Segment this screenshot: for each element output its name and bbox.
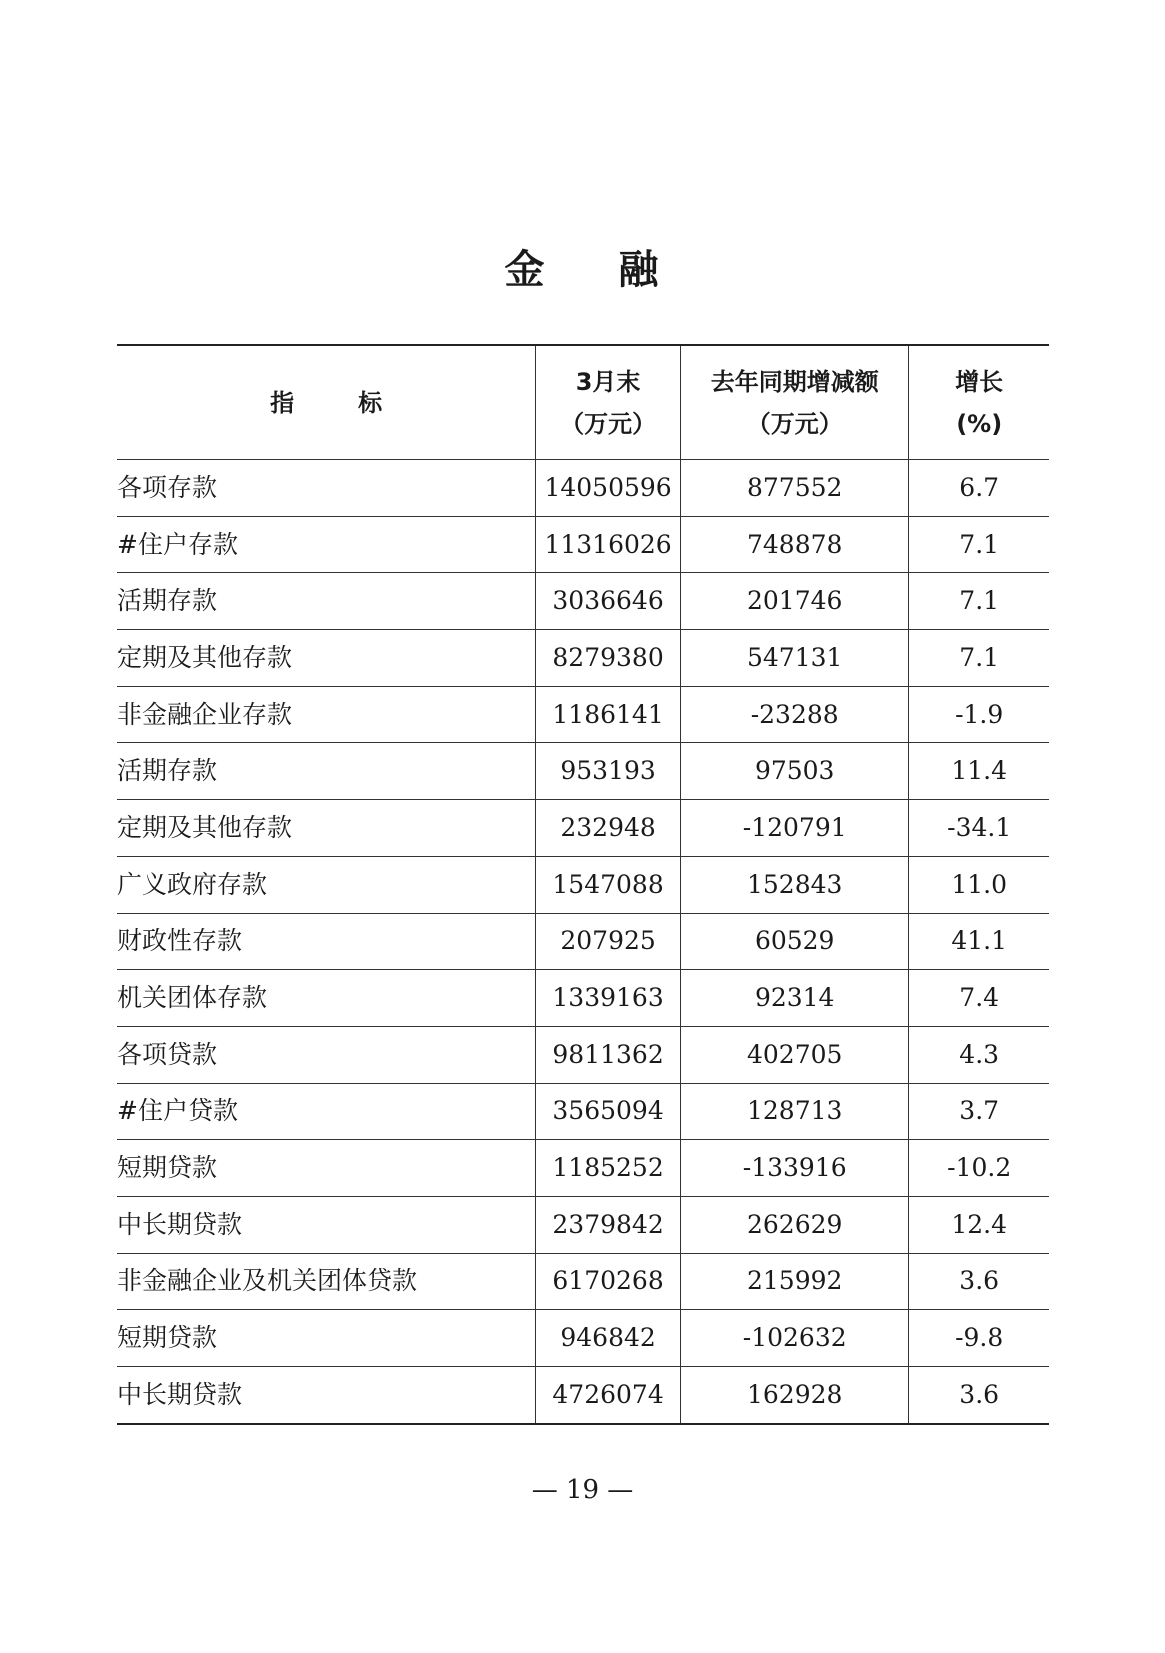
march-end-value: 1339163 bbox=[536, 970, 681, 1027]
growth-value: 3.6 bbox=[909, 1367, 1049, 1424]
row-label: 各项存款 bbox=[117, 460, 536, 517]
march-end-value: 1186141 bbox=[536, 686, 681, 743]
row-label: #住户贷款 bbox=[117, 1083, 536, 1140]
growth-value: 11.0 bbox=[909, 856, 1049, 913]
table-row bbox=[117, 1196, 1049, 1253]
table-row bbox=[117, 856, 1049, 913]
yoy-change-value: -120791 bbox=[681, 800, 909, 857]
yoy-change-value: 92314 bbox=[681, 970, 909, 1027]
yoy-change-value: -133916 bbox=[681, 1140, 909, 1197]
page-title-part2: 融 bbox=[618, 247, 661, 293]
march-end-value: 4726074 bbox=[536, 1367, 681, 1424]
row-label: 非金融企业存款 bbox=[117, 686, 536, 743]
row-label: 定期及其他存款 bbox=[117, 800, 536, 857]
page-number: — 19 — bbox=[531, 1475, 634, 1505]
header-yoy-change-line1: 去年同期增减额 bbox=[710, 367, 879, 396]
row-label: 中长期贷款 bbox=[117, 1367, 536, 1424]
growth-value: 4.3 bbox=[909, 1026, 1049, 1083]
table-row bbox=[117, 1253, 1049, 1310]
row-label: 机关团体存款 bbox=[117, 970, 536, 1027]
growth-value: 7.1 bbox=[909, 516, 1049, 573]
yoy-change-value: 128713 bbox=[681, 1083, 909, 1140]
march-end-value: 946842 bbox=[536, 1310, 681, 1367]
header-growth-line1: 增长 bbox=[955, 367, 1004, 396]
yoy-change-value: 215992 bbox=[681, 1253, 909, 1310]
table-row bbox=[117, 686, 1049, 743]
table-row bbox=[117, 1083, 1049, 1140]
table-row bbox=[117, 743, 1049, 800]
yoy-change-value: 402705 bbox=[681, 1026, 909, 1083]
march-end-value: 232948 bbox=[536, 800, 681, 857]
yoy-change-value: 152843 bbox=[681, 856, 909, 913]
growth-value: -10.2 bbox=[909, 1140, 1049, 1197]
header-growth bbox=[909, 345, 1049, 460]
row-label: 活期存款 bbox=[117, 573, 536, 630]
header-indicator-part1: 指 bbox=[270, 388, 295, 417]
table-row bbox=[117, 1367, 1049, 1424]
growth-value: 11.4 bbox=[909, 743, 1049, 800]
yoy-change-value: 748878 bbox=[681, 516, 909, 573]
header-indicator bbox=[117, 345, 536, 460]
header-march-end-line1: 3月末 bbox=[575, 367, 641, 396]
table-header-row bbox=[117, 345, 1049, 460]
growth-value: 6.7 bbox=[909, 460, 1049, 517]
page-title bbox=[0, 248, 1165, 292]
table-row bbox=[117, 516, 1049, 573]
march-end-value: 14050596 bbox=[536, 460, 681, 517]
march-end-value: 3565094 bbox=[536, 1083, 681, 1140]
growth-value: -1.9 bbox=[909, 686, 1049, 743]
yoy-change-value: -102632 bbox=[681, 1310, 909, 1367]
table-row bbox=[117, 1026, 1049, 1083]
table-row bbox=[117, 460, 1049, 517]
march-end-value: 11316026 bbox=[536, 516, 681, 573]
growth-value: 7.4 bbox=[909, 970, 1049, 1027]
header-growth-line2: (%) bbox=[956, 409, 1003, 438]
table-row bbox=[117, 1140, 1049, 1197]
yoy-change-value: -23288 bbox=[681, 686, 909, 743]
yoy-change-value: 162928 bbox=[681, 1367, 909, 1424]
march-end-value: 2379842 bbox=[536, 1196, 681, 1253]
march-end-value: 3036646 bbox=[536, 573, 681, 630]
march-end-value: 6170268 bbox=[536, 1253, 681, 1310]
growth-value: 3.6 bbox=[909, 1253, 1049, 1310]
finance-table bbox=[117, 344, 1049, 1425]
march-end-value: 1547088 bbox=[536, 856, 681, 913]
header-yoy-change-line2: （万元） bbox=[746, 409, 843, 438]
table-row bbox=[117, 630, 1049, 687]
header-indicator-part2: 标 bbox=[358, 388, 383, 417]
yoy-change-value: 60529 bbox=[681, 913, 909, 970]
row-label: 短期贷款 bbox=[117, 1310, 536, 1367]
row-label: 广义政府存款 bbox=[117, 856, 536, 913]
yoy-change-value: 547131 bbox=[681, 630, 909, 687]
table-row bbox=[117, 913, 1049, 970]
yoy-change-value: 97503 bbox=[681, 743, 909, 800]
row-label: 中长期贷款 bbox=[117, 1196, 536, 1253]
growth-value: 3.7 bbox=[909, 1083, 1049, 1140]
row-label: 各项贷款 bbox=[117, 1026, 536, 1083]
header-march-end-line2: （万元） bbox=[560, 409, 657, 438]
yoy-change-value: 262629 bbox=[681, 1196, 909, 1253]
row-label: #住户存款 bbox=[117, 516, 536, 573]
march-end-value: 1185252 bbox=[536, 1140, 681, 1197]
growth-value: 41.1 bbox=[909, 913, 1049, 970]
table-row bbox=[117, 800, 1049, 857]
table-row bbox=[117, 573, 1049, 630]
table-row bbox=[117, 970, 1049, 1027]
march-end-value: 953193 bbox=[536, 743, 681, 800]
yoy-change-value: 201746 bbox=[681, 573, 909, 630]
march-end-value: 8279380 bbox=[536, 630, 681, 687]
header-march-end bbox=[536, 345, 681, 460]
growth-value: -34.1 bbox=[909, 800, 1049, 857]
march-end-value: 207925 bbox=[536, 913, 681, 970]
growth-value: -9.8 bbox=[909, 1310, 1049, 1367]
table-row bbox=[117, 1310, 1049, 1367]
row-label: 财政性存款 bbox=[117, 913, 536, 970]
growth-value: 7.1 bbox=[909, 573, 1049, 630]
growth-value: 12.4 bbox=[909, 1196, 1049, 1253]
row-label: 活期存款 bbox=[117, 743, 536, 800]
row-label: 短期贷款 bbox=[117, 1140, 536, 1197]
yoy-change-value: 877552 bbox=[681, 460, 909, 517]
march-end-value: 9811362 bbox=[536, 1026, 681, 1083]
page-title-part1: 金 bbox=[504, 247, 547, 293]
row-label: 定期及其他存款 bbox=[117, 630, 536, 687]
growth-value: 7.1 bbox=[909, 630, 1049, 687]
row-label: 非金融企业及机关团体贷款 bbox=[117, 1253, 536, 1310]
header-yoy-change bbox=[681, 345, 909, 460]
